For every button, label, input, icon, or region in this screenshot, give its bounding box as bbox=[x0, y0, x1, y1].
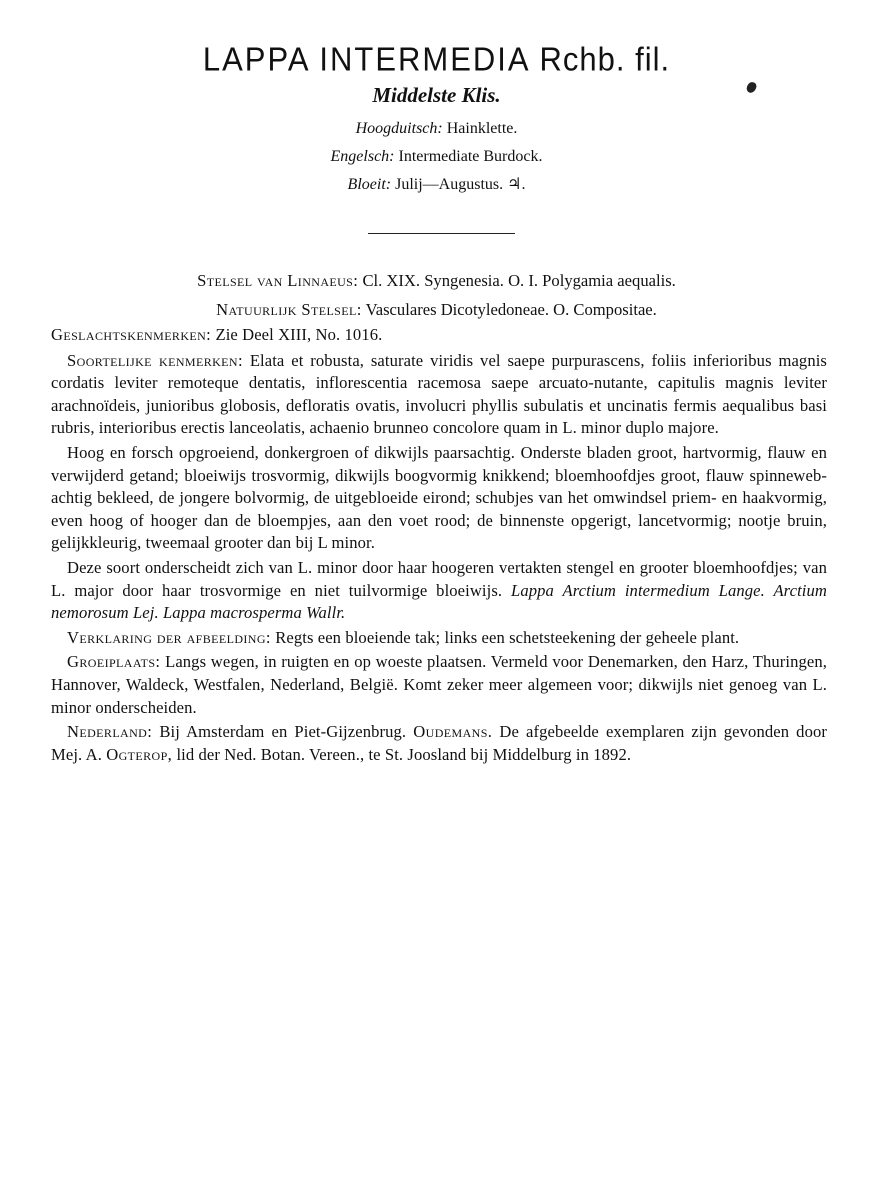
section-value: lid der Ned. Botan. Vereen., te St. Joosland bij Middelburg in 1892. bbox=[176, 744, 632, 764]
section-label: Verklaring der afbeelding: bbox=[67, 627, 271, 647]
vernacular-english bbox=[0, 146, 873, 168]
description-paragraph bbox=[51, 442, 827, 555]
linnaeus-system bbox=[0, 270, 873, 292]
section-value: Elata et robusta, saturate viridis vel saepe purpurascens, foliis inferioribus magnis cordatis leviter remoteque dentatis, inflorescentia racemosa saepe arcuato-nutante, capitulis magnis leviter arachnoïdeis, junioribus globosis, defloratis ovatis, involucri phyllis subulatis et uncinatis fermis aequalibus basi rubris, interioribus erectis lanceolatis, achaenio brunneo concolore quam in L. minor duplo majore. bbox=[51, 350, 827, 438]
synonyms: Lappa Arctium intermedium Lange. Arctium nemorosum Lej. Lappa macrosperma Wallr. bbox=[51, 580, 827, 623]
section-label: Soortelijke kenmerken: bbox=[67, 350, 243, 370]
section-label: Stelsel van Linnaeus: bbox=[197, 271, 359, 290]
section-value: Bij Amsterdam en Piet-Gijzenbrug. bbox=[159, 722, 407, 742]
collector-name: Oudemans. bbox=[413, 722, 493, 742]
genus-characters bbox=[51, 324, 827, 347]
dutch-name: Middelste Klis. bbox=[372, 83, 501, 107]
section-value: De afgebeelde exemplaren zijn gevonden door Mej. A. bbox=[51, 722, 827, 764]
section-value: Deze soort onderscheidt zich van L. minor door haar hoogeren vertakten stengel en grooter bloemhoofdjes; van L. major door haar trosvormige en niet tuilvormige bloeiwijs. bbox=[51, 557, 827, 600]
flowering-period bbox=[0, 174, 873, 196]
vernacular-value: Julij—Augustus. ♃. bbox=[395, 176, 526, 193]
species-name: LAPPA INTERMEDIA bbox=[202, 40, 529, 78]
section-value: Langs wegen, in ruigten en op woeste plaatsen. Vermeld voor Denemarken, den Harz, Thuringen, Hannover, Waldeck, Westfalen, Nederland, België. Komt zeker meer algemeen voor; dikwijls niet genoeg van L. minor onderscheiden. bbox=[51, 652, 827, 717]
vernacular-value: Intermediate Burdock. bbox=[398, 148, 543, 165]
section-value: Vasculares Dicotyledoneae. O. Compositae. bbox=[365, 300, 657, 319]
section-value: Regts een bloeiende tak; links een schetsteekening der geheele plant. bbox=[275, 627, 740, 647]
natural-system bbox=[0, 299, 873, 321]
vernacular-label: Bloeit: bbox=[347, 176, 392, 193]
illustration-paragraph bbox=[51, 627, 827, 650]
divider-rule bbox=[368, 233, 515, 234]
main-text bbox=[51, 324, 827, 766]
netherlands-paragraph bbox=[51, 721, 827, 766]
vernacular-value: Hainklette. bbox=[446, 120, 518, 137]
habitat-paragraph bbox=[51, 651, 827, 719]
vernacular-label: Hoogduitsch: bbox=[355, 120, 443, 137]
section-label: Groeiplaats: bbox=[67, 652, 161, 672]
section-value: Cl. XIX. Syngenesia. O. I. Polygamia aequalis. bbox=[362, 271, 676, 290]
species-author: Rchb. fil. bbox=[539, 40, 671, 78]
section-label: Natuurlijk Stelsel: bbox=[216, 300, 362, 319]
page-title bbox=[0, 38, 873, 81]
section-value: Hoog en forsch opgroeiend, donkergroen of dikwijls paarsachtig. Onderste bladen groot, hartvormig, flauw en verwijderd getand; bloeiwijs trosvormig, dikwijls boogvormig knikkend; bloemhoofdjes groot, flauw spinneweb-achtig bekleed, de jongere bolvormig, de uitgebloeide eirond; schubjes van het omwindsel priem- en haakvormig, even hoog of hooger dan de bloempjes, aan den voet rood; de binnenste opgerigt, lancetvormig; nootje bruin, gelijkkleurig, tweemaal grooter dan bij L minor. bbox=[51, 442, 827, 553]
section-value: Zie Deel XIII, No. 1016. bbox=[215, 325, 383, 344]
vernacular-german bbox=[0, 118, 873, 140]
section-label: Nederland: bbox=[67, 722, 153, 742]
collector-name: Ogterop, bbox=[106, 744, 173, 764]
species-characters bbox=[51, 350, 827, 440]
difference-paragraph bbox=[51, 557, 827, 625]
vernacular-label: Engelsch: bbox=[330, 148, 395, 165]
section-label: Geslachtskenmerken: bbox=[51, 325, 212, 344]
